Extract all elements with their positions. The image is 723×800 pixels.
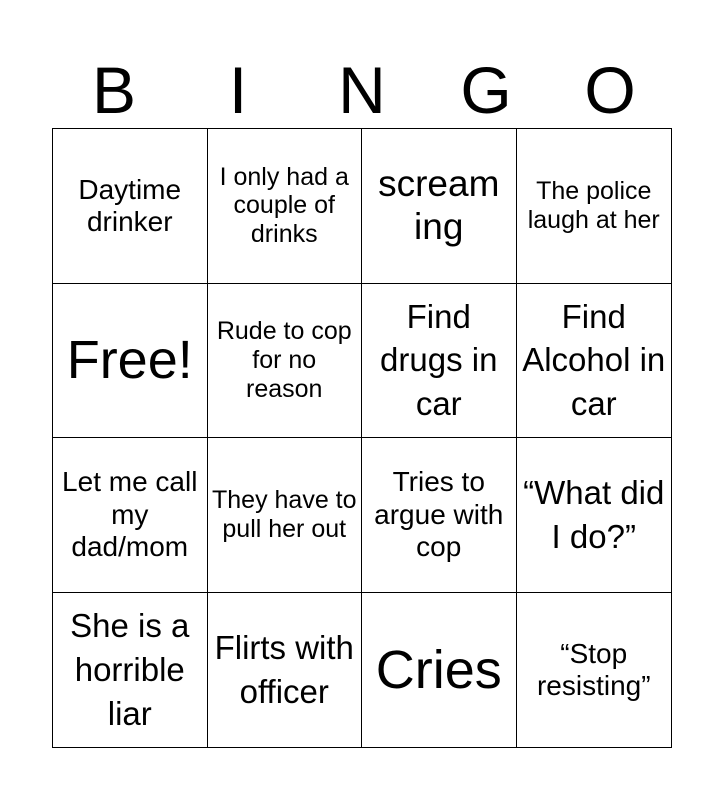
- bingo-cell[interactable]: Flirts with officer: [208, 593, 363, 748]
- bingo-cell[interactable]: Cries: [362, 593, 517, 748]
- header-letter-n: N: [338, 53, 386, 127]
- bingo-cell[interactable]: Find drugs in car: [362, 284, 517, 439]
- header-letter-i: I: [228, 53, 248, 127]
- bingo-cell[interactable]: She is a horrible liar: [53, 593, 208, 748]
- free-cell[interactable]: Free!: [53, 284, 208, 439]
- bingo-header: [52, 50, 672, 130]
- header-letter-b: B: [91, 53, 137, 127]
- bingo-cell[interactable]: scream ing: [362, 129, 517, 284]
- bingo-cell[interactable]: The police laugh at her: [517, 129, 672, 284]
- bingo-cell[interactable]: “Stop resisting”: [536, 637, 651, 701]
- bingo-cell[interactable]: They have to pull her out: [208, 438, 363, 593]
- bingo-cell[interactable]: Rude to cop for no reason: [208, 284, 363, 439]
- bingo-cell[interactable]: Tries to argue with cop: [362, 438, 517, 593]
- bingo-cell[interactable]: “What did I do?”: [517, 438, 672, 593]
- bingo-cell[interactable]: I only had a couple of drinks: [208, 129, 363, 284]
- header-letter-o: O: [584, 53, 636, 127]
- bingo-cell[interactable]: Find Alcohol in car: [517, 284, 672, 439]
- bingo-cell[interactable]: Daytime drinker: [53, 129, 208, 284]
- bingo-cell[interactable]: Let me call my dad/mom: [53, 438, 208, 593]
- bingo-board: [52, 128, 672, 748]
- header-letter-g: G: [460, 53, 512, 127]
